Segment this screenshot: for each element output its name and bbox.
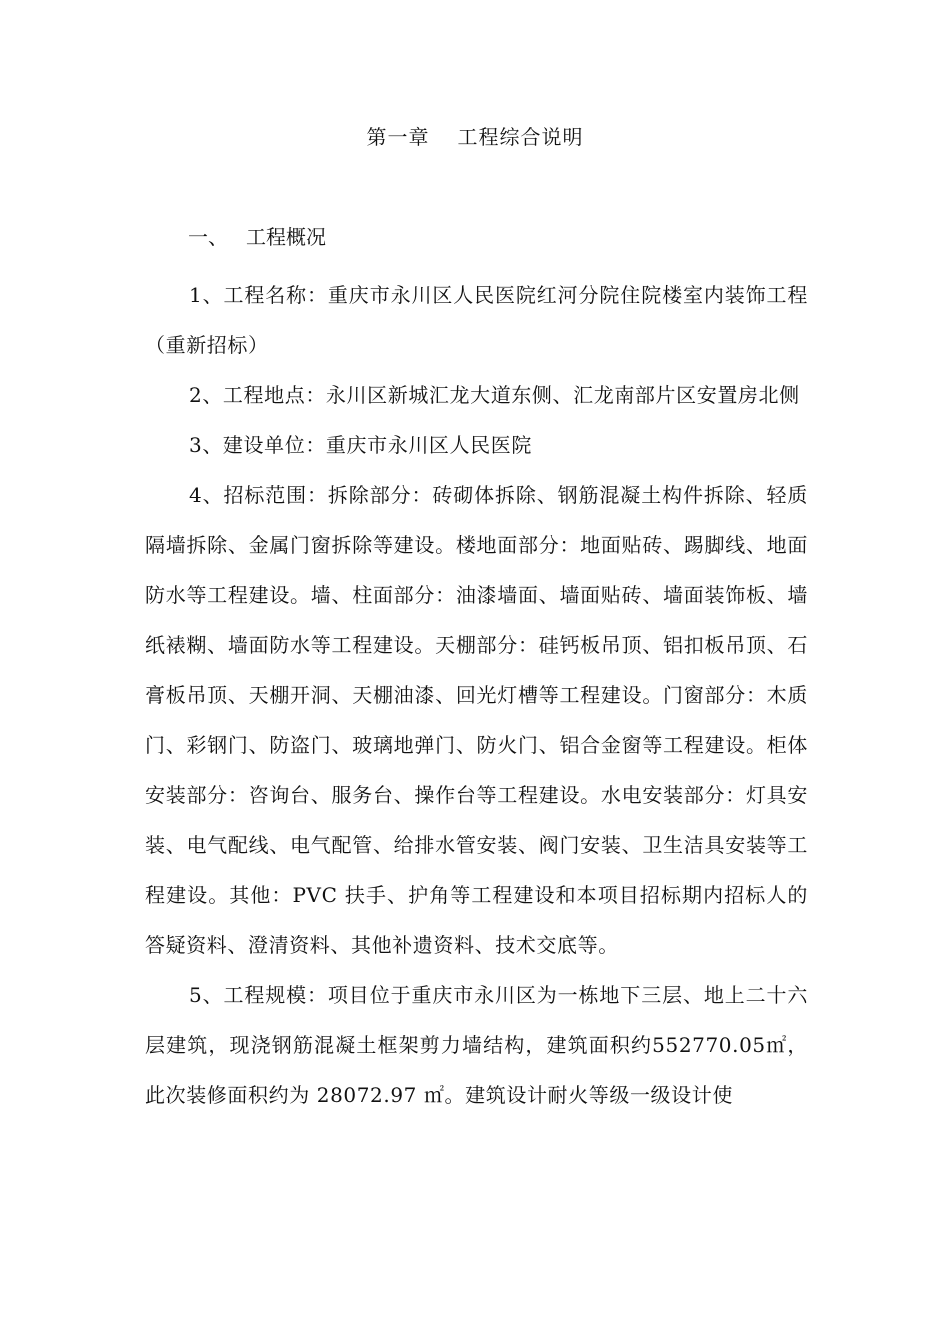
section-title: 工程概况 xyxy=(246,225,326,249)
paragraph-project-scale: 5、工程规模：项目位于重庆市永川区为一栋地下三层、地上二十六层建筑，现浇钢筋混凝土框架剪力墙结构，建筑面积约552770.05㎡，此次装修面积约为 28072.97 ㎡。建筑设计耐火等级一级设计使 xyxy=(145,983,808,1107)
paragraph-project-name: 1、工程名称：重庆市永川区人民医院红河分院住院楼室内装饰工程（重新招标） xyxy=(145,283,808,357)
document-body xyxy=(145,270,808,1120)
chapter-title: 工程综合说明 xyxy=(457,125,584,149)
paragraph-tender-scope: 4、招标范围：拆除部分：砖砌体拆除、钢筋混凝土构件拆除、轻质隔墙拆除、金属门窗拆除等建设。楼地面部分：地面贴砖、踢脚线、地面防水等工程建设。墙、柱面部分：油漆墙面、墙面贴砖、墙面装饰板、墙纸裱糊、墙面防水等工程建设。天棚部分：硅钙板吊顶、铝扣板吊顶、石膏板吊顶、天棚开洞、天棚油漆、回光灯槽等工程建设。门窗部分：木质门、彩钢门、防盗门、玻璃地弹门、防火门、铝合金窗等工程建设。柜体安装部分：咨询台、服务台、操作台等工程建设。水电安装部分：灯具安装、电气配线、电气配管、给排水管安装、阀门安装、卫生洁具安装等工程建设。其他：PVC 扶手、护角等工程建设和本项目招标期内招标人的答疑资料、澄清资料、其他补遗资料、技术交底等。 xyxy=(145,483,808,957)
section-number: 一、 xyxy=(188,225,228,249)
chapter-label: 第一章 xyxy=(366,125,430,149)
paragraph-construction-unit: 3、建设单位：重庆市永川区人民医院 xyxy=(189,433,532,457)
chapter-heading xyxy=(0,122,950,152)
paragraph-project-location: 2、工程地点：永川区新城汇龙大道东侧、汇龙南部片区安置房北侧 xyxy=(189,383,800,407)
section-heading xyxy=(188,222,326,252)
